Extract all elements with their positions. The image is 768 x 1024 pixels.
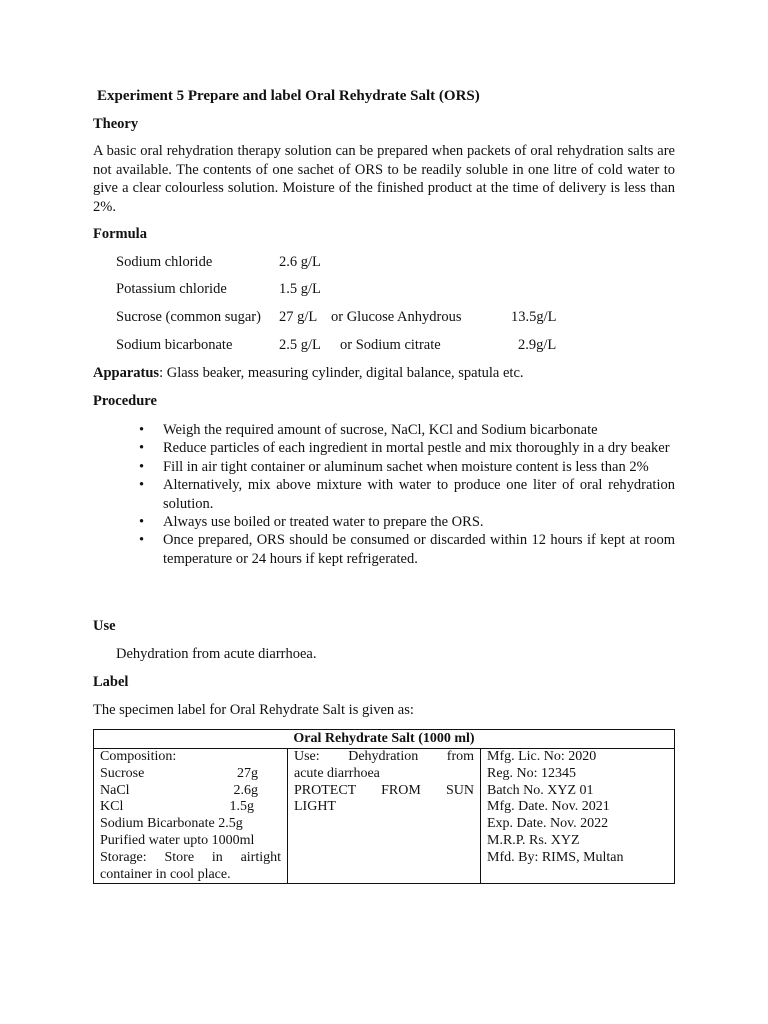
procedure-list <box>93 421 675 568</box>
list-item <box>93 513 675 531</box>
mfg-license: Mfg. Lic. No: 2020 <box>487 749 597 764</box>
procedure-step: Always use boiled or treated water to prepare the ORS. <box>163 514 484 531</box>
use-line: Use: Dehydration from <box>294 749 474 764</box>
formula-heading: Formula <box>93 226 147 242</box>
composition-cell <box>94 749 288 884</box>
procedure-step: Fill in air tight container or aluminum sachet when moisture content is less than 2% <box>163 458 649 475</box>
ingredient-name: Sodium chloride <box>116 254 213 270</box>
protect-line: PROTECT FROM SUN <box>294 782 474 798</box>
batch-number: Batch No. XYZ 01 <box>487 782 594 798</box>
label-heading: Label <box>93 674 129 690</box>
procedure-heading: Procedure <box>93 393 157 409</box>
ingredient-name: Sodium bicarbonate <box>116 337 233 353</box>
use-heading: Use <box>93 618 116 634</box>
protect-line-continued: LIGHT <box>294 799 336 815</box>
bullet-icon: • <box>139 477 145 494</box>
apparatus-line <box>93 365 524 382</box>
bullet-icon: • <box>139 532 145 549</box>
use-line-continued: acute diarrhoea <box>294 765 380 781</box>
list-item <box>93 531 675 568</box>
bicarbonate-line: Sodium Bicarbonate 2.5g <box>100 816 243 832</box>
exp-date: Exp. Date. Nov. 2022 <box>487 816 609 832</box>
mfg-date: Mfg. Date. Nov. 2021 <box>487 799 610 815</box>
procedure-step: Alternatively, mix above mixture with water to produce one liter of oral rehydration solution. <box>163 477 675 512</box>
composition-qty: 1.5g <box>229 799 254 815</box>
list-item <box>93 476 675 513</box>
composition-name: KCl <box>100 799 124 815</box>
label-table-header: Oral Rehydrate Salt (1000 ml) <box>94 730 675 749</box>
manufacturer: Mfd. By: RIMS, Multan <box>487 849 624 865</box>
page-title: Experiment 5 Prepare and label Oral Rehydrate Salt (ORS) <box>97 88 480 104</box>
list-item <box>93 458 675 476</box>
composition-name: Sucrose <box>100 765 145 781</box>
bullet-icon: • <box>139 514 145 531</box>
ingredient-name: Sucrose (common sugar) <box>116 309 261 325</box>
ingredient-qty: 27 g/L <box>279 309 318 325</box>
bullet-icon: • <box>139 422 145 438</box>
alternative-qty: 13.5g/L <box>511 309 557 325</box>
ingredient-name: Potassium chloride <box>116 281 227 297</box>
alternative-name: or Glucose Anhydrous <box>331 309 462 325</box>
composition-row <box>100 766 281 783</box>
product-info-cell <box>481 749 675 884</box>
mrp: M.R.P. Rs. XYZ <box>487 832 580 848</box>
theory-heading: Theory <box>93 116 139 132</box>
bullet-icon: • <box>139 440 145 457</box>
alternative-name: or Sodium citrate <box>340 337 441 353</box>
list-item <box>93 421 675 439</box>
use-text: Dehydration from acute diarrhoea. <box>116 646 317 662</box>
bullet-icon: • <box>139 458 145 475</box>
composition-row <box>100 799 281 816</box>
storage-line: Storage: Store in airtight <box>100 849 281 865</box>
composition-qty: 27g <box>237 765 258 781</box>
ingredient-qty: 2.6 g/L <box>279 254 321 270</box>
alternative-qty: 2.9g/L <box>518 337 557 353</box>
specimen-label-table <box>93 729 675 884</box>
theory-text: A basic oral rehydration therapy solution can be prepared when packets of oral rehydration salts are not available. The contents of one sachet of ORS to be readily soluble in one litre of cold water to give a clear colourless solution. Moisture of the finished product at the time of delivery is less than 2%. <box>93 143 675 215</box>
procedure-step: Weigh the required amount of sucrose, NaCl, KCl and Sodium bicarbonate <box>163 422 598 438</box>
list-item <box>93 439 675 457</box>
apparatus-label: Apparatus <box>93 365 160 381</box>
storage-line-continued: container in cool place. <box>100 866 231 882</box>
apparatus-text: : Glass beaker, measuring cylinder, digital balance, spatula etc. <box>159 365 524 381</box>
use-cell <box>288 749 481 884</box>
label-intro: The specimen label for Oral Rehydrate Salt is given as: <box>93 702 414 718</box>
procedure-step: Reduce particles of each ingredient in mortal pestle and mix thoroughly in a dry beaker <box>163 440 670 457</box>
ingredient-qty: 1.5 g/L <box>279 281 321 297</box>
composition-qty: 2.6g <box>233 782 258 798</box>
procedure-step: Once prepared, ORS should be consumed or discarded within 12 hours if kept at room temperature or 24 hours if kept refrigerated. <box>163 532 675 567</box>
composition-heading: Composition: <box>100 749 177 764</box>
composition-name: NaCl <box>100 782 130 798</box>
composition-row <box>100 783 281 800</box>
ingredient-qty: 2.5 g/L <box>279 337 321 353</box>
water-line: Purified water upto 1000ml <box>100 832 255 848</box>
registration-number: Reg. No: 12345 <box>487 765 577 781</box>
